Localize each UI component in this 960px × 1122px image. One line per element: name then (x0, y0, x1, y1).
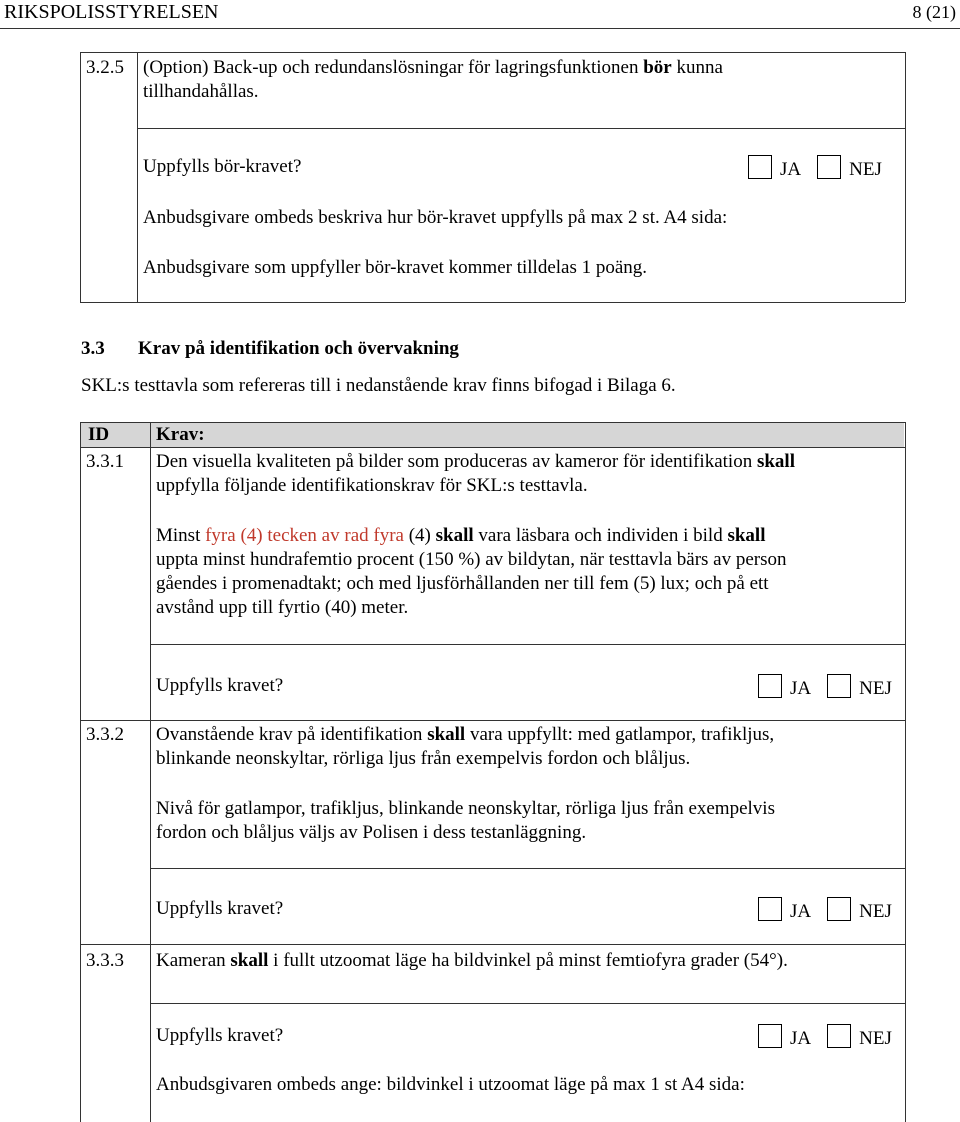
nej-checkbox[interactable] (817, 155, 841, 179)
requirement-text-line: tillhandahållas. (143, 81, 259, 102)
requirement-id: 3.3.2 (86, 724, 124, 745)
ja-checkbox[interactable] (758, 1024, 782, 1048)
ja-label: JA (780, 159, 802, 180)
column-header-id: ID (88, 424, 110, 445)
requirement-text-line: avstånd upp till fyrtio (40) meter. (156, 597, 409, 618)
points-note: Anbudsgivare som uppfyller bör-kravet kommer tilldelas 1 poäng. (143, 257, 648, 278)
requirement-text-line: Den visuella kvaliteten på bilder som produceras av kameror för identifikation skall (156, 451, 795, 472)
yes-no-options (748, 155, 882, 182)
yes-no-options (758, 1024, 892, 1051)
section-title: Krav på identifikation och övervakning (138, 338, 459, 359)
nej-checkbox[interactable] (827, 897, 851, 921)
requirement-text-line: uppta minst hundrafemtio procent (150 %) av bildytan, när testtavla bärs av person (156, 549, 787, 570)
requirement-id: 3.3.3 (86, 950, 124, 971)
requirement-id: 3.2.5 (86, 57, 124, 78)
nej-label: NEJ (849, 159, 882, 180)
compliance-question: Uppfylls kravet? (156, 898, 284, 919)
section-number: 3.3 (81, 338, 105, 359)
nej-label: NEJ (859, 901, 892, 922)
requirement-text-line: Minst fyra (4) tecken av rad fyra (4) skall vara läsbara och individen i bild skall (156, 525, 766, 546)
yes-no-options (758, 674, 892, 701)
ja-label: JA (790, 901, 812, 922)
header-divider (0, 28, 960, 29)
compliance-question: Uppfylls kravet? (156, 675, 284, 696)
compliance-question: Uppfylls kravet? (156, 1025, 284, 1046)
requirement-id: 3.3.1 (86, 451, 124, 472)
ja-label: JA (790, 678, 812, 699)
requirement-text-line: gåendes i promenadtakt; och med ljusförhållanden ner till fem (5) lux; och på ett (156, 573, 769, 594)
nej-checkbox[interactable] (827, 674, 851, 698)
ja-checkbox[interactable] (758, 897, 782, 921)
organization-name: RIKSPOLISSTYRELSEN (4, 1, 219, 23)
section-intro: SKL:s testtavla som refereras till i nedanstående krav finns bifogad i Bilaga 6. (81, 375, 676, 396)
requirement-text-line: Kameran skall i fullt utzoomat läge ha bildvinkel på minst femtiofyra grader (54°). (156, 950, 788, 971)
requirement-text-line: (Option) Back-up och redundanslösningar för lagringsfunktionen bör kunna (143, 57, 723, 78)
page-number: 8 (21) (912, 2, 956, 22)
requirement-text-line: blinkande neonskyltar, rörliga ljus från exempelvis fordon och blåljus. (156, 748, 691, 769)
column-header-krav: Krav: (156, 424, 205, 445)
requirement-text-line: uppfylla följande identifikationskrav för SKL:s testtavla. (156, 475, 588, 496)
nej-label: NEJ (859, 1028, 892, 1049)
description-request: Anbudsgivare ombeds beskriva hur bör-kravet uppfylls på max 2 st. A4 sida: (143, 207, 728, 228)
requirement-text-line: fordon och blåljus väljs av Polisen i dess testanläggning. (156, 822, 587, 843)
nej-label: NEJ (859, 678, 892, 699)
yes-no-options (758, 897, 892, 924)
requirement-text-line: Ovanstående krav på identifikation skall vara uppfyllt: med gatlampor, trafikljus, (156, 724, 775, 745)
compliance-question: Uppfylls bör-kravet? (143, 156, 302, 177)
ja-checkbox[interactable] (748, 155, 772, 179)
ja-label: JA (790, 1028, 812, 1049)
requirement-text-line: Nivå för gatlampor, trafikljus, blinkande neonskyltar, rörliga ljus från exempelvis (156, 798, 775, 819)
ja-checkbox[interactable] (758, 674, 782, 698)
nej-checkbox[interactable] (827, 1024, 851, 1048)
description-request: Anbudsgivaren ombeds ange: bildvinkel i utzoomat läge på max 1 st A4 sida: (156, 1074, 745, 1095)
